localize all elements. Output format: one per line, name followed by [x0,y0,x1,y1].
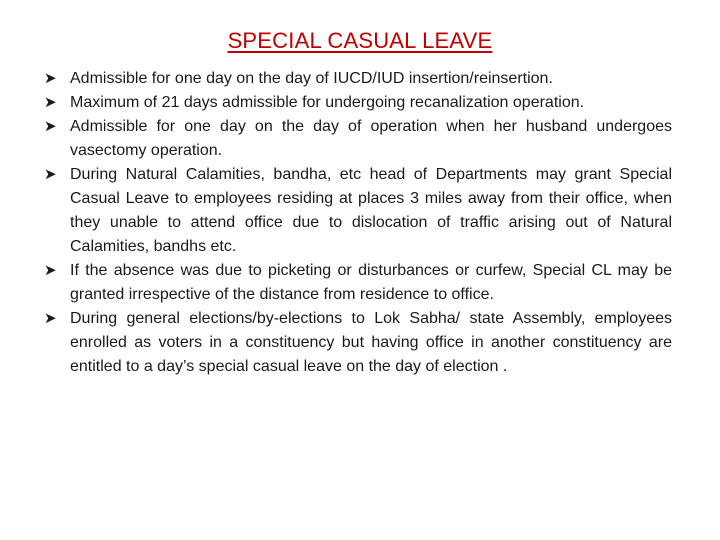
bullet-item [44,163,672,259]
arrow-bullet-icon: ➤ [44,70,57,87]
bullet-item [44,307,672,379]
arrow-bullet-icon: ➤ [44,118,57,135]
bullet-item [44,91,672,115]
bullet-text: Admissible for one day on the day of operation when her husband undergoes vasectomy operation. [70,118,672,159]
arrow-bullet-icon: ➤ [44,310,57,327]
bullet-item [44,259,672,307]
arrow-bullet-icon: ➤ [44,94,57,111]
bullet-text: During Natural Calamities, bandha, etc head of Departments may grant Special Casual Leave to employees residing at places 3 miles away from their office, when they unable to attend office due to dislocation of traffic arising out of Natural Calamities, bandhs etc. [70,166,672,255]
arrow-bullet-icon: ➤ [44,262,57,279]
bullet-text: If the absence was due to picketing or disturbances or curfew, Special CL may be granted irrespective of the distance from residence to office. [70,262,672,303]
bullet-item [44,67,672,91]
arrow-bullet-icon: ➤ [44,166,57,183]
bullet-item [44,115,672,163]
bullet-text: Maximum of 21 days admissible for undergoing recanalization operation. [70,94,585,111]
bullet-list [44,67,672,379]
bullet-text: Admissible for one day on the day of IUCD/IUD insertion/reinsertion. [70,70,553,87]
slide-title: SPECIAL CASUAL LEAVE [227,28,493,53]
bullet-text: During general elections/by-elections to Lok Sabha/ state Assembly, employees enrolled as voters in a constituency but having office in another constituency are entitled to a day’s special casual leave on the day of election . [70,310,672,375]
